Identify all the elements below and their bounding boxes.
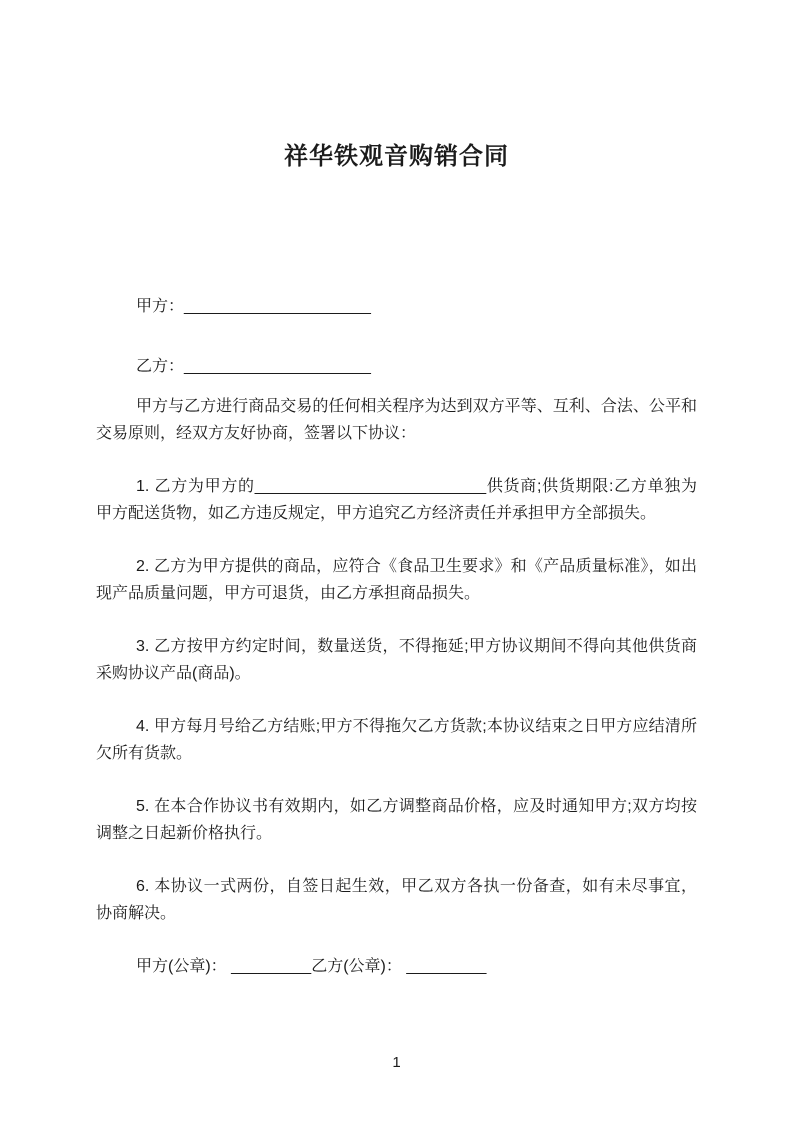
- intro-paragraph: 甲方与乙方进行商品交易的任何相关程序为达到双方平等、互利、合法、公平和交易原则，经双方友好协商，签署以下协议：: [96, 398, 697, 442]
- clause-4: 4. 甲方每月号给乙方结账;甲方不得拖欠乙方货款;本协议结束之日甲方应结清所欠所有货款。: [96, 718, 697, 762]
- clause-2: 2. 乙方为甲方提供的商品，应符合《食品卫生要求》和《产品质量标准》，如出现产品质量问题，甲方可退货，由乙方承担商品损失。: [96, 558, 697, 602]
- party-b-line: [96, 353, 697, 380]
- clause-3: 3. 乙方按甲方约定时间，数量送货，不得拖延;甲方协议期间不得向其他供货商采购协议产品(商品)。: [96, 638, 697, 682]
- clause-5: 5. 在本合作协议书有效期内，如乙方调整商品价格，应及时通知甲方;双方均按调整之日起新价格执行。: [96, 798, 697, 842]
- party-a-seal-blank: _________: [226, 958, 312, 975]
- party-b-seal-blank: _________: [401, 958, 487, 975]
- party-a-blank: _____________________: [184, 298, 371, 315]
- party-b-seal-label: 乙方(公章)：: [311, 958, 402, 975]
- party-a-label: 甲方：: [136, 298, 185, 315]
- signature-line: [96, 953, 697, 980]
- party-b-label: 乙方：: [136, 358, 185, 375]
- party-b-blank: _____________________: [184, 358, 371, 375]
- clause-1: 1. 乙方为甲方的__________________________供货商;供货期限:乙方单独为甲方配送货物，如乙方违反规定，甲方追究乙方经济责任并承担甲方全部损失。: [96, 478, 697, 522]
- page-number: 1: [392, 1054, 401, 1071]
- document-title: 祥华铁观音购销合同: [284, 143, 509, 170]
- party-a-seal-label: 甲方(公章)：: [136, 958, 227, 975]
- party-a-line: [96, 293, 697, 320]
- clause-6: 6. 本协议一式两份，自签日起生效，甲乙双方各执一份备查，如有未尽事宜，协商解决。: [96, 878, 697, 922]
